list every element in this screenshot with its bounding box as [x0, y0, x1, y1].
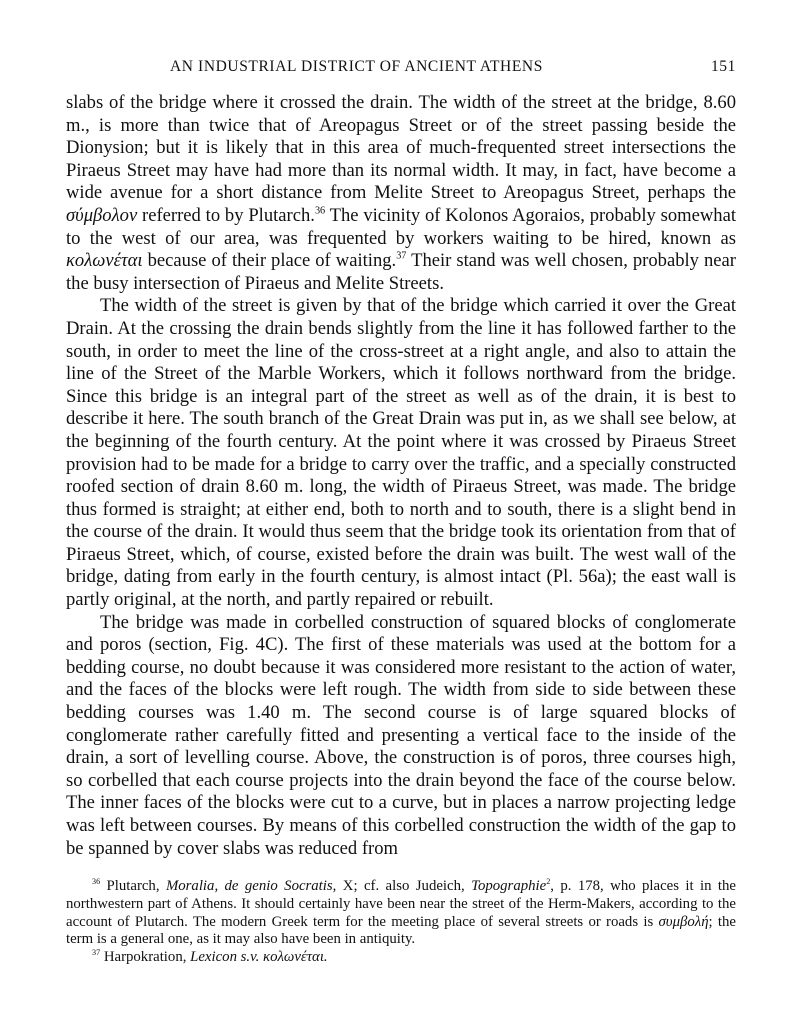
page-number: 151: [710, 58, 736, 75]
text-run: Harpokration,: [100, 949, 191, 966]
greek-term: κολωνέται: [66, 250, 143, 272]
footnote-number: 36: [92, 876, 101, 886]
running-title: AN INDUSTRIAL DISTRICT OF ANCIENT ATHENS: [170, 58, 543, 75]
running-header: [66, 58, 736, 82]
work-title: Moralia, de genio Socratis,: [165, 878, 337, 894]
text-run: The vicinity of Kolonos Agoraios, probably somewhat to the west of our area, was frequented by workers waiting to be hired, known as: [66, 204, 736, 249]
greek-term: κολωνέται.: [263, 949, 328, 966]
text-run: Plutarch,: [100, 878, 166, 894]
text-run: ; the term is a general one, as it may also have been in antiquity.: [66, 913, 736, 948]
paragraph-1: [66, 92, 736, 295]
text-run: X; cf. also Judeich,: [336, 878, 472, 894]
edition-superscript: 2: [546, 876, 551, 886]
footnote-ref-37[interactable]: 37: [396, 250, 407, 262]
text-run: slabs of the bridge where it crossed the drain. The width of the street at the bridge, 8.60 m., is more than twice that of Areopagus Street or of the street passing beside the Dionysion; but it is likely that in this area of much-frequented street intersections the Piraeus Street may have had more than its normal width. It may, in fact, have become a wide avenue for a short distance from Melite Street to Areopagus Street, perhaps the: [66, 92, 736, 204]
text-run: because of their place of waiting.: [142, 250, 397, 272]
greek-term: συμβολή: [658, 913, 709, 930]
greek-term: σύμβολον: [66, 204, 138, 226]
work-title: Lexicon s.v.: [190, 949, 260, 966]
work-title: Topographie: [471, 878, 547, 894]
footnote-36: [66, 878, 736, 949]
paragraph-2: The width of the street is given by that of the bridge which carried it over the Great Drain. At the crossing the drain bends slightly from the line it has followed farther to the south, in order to meet the line of the cross-street at a right angle, and also to attain the line of the Street of the Marble Workers, which it follows northward from the bridge. Since this bridge is an integral part of the street as well as of the drain, it is best to describe it here. The south branch of the Great Drain was put in, as we shall see below, at the beginning of the fourth century. At the point where it was crossed by Piraeus Street provision had to be made for a bridge to carry over the traffic, and a specially constructed roofed section of drain 8.60 m. long, the width of Piraeus Street, was made. The bridge thus formed is straight; at either end, both to north and to south, there is a slight bend in the course of the drain. It would thus seem that the bridge took its orientation from that of Piraeus Street, which, of course, existed before the drain was built. The west wall of the bridge, dating from early in the fourth century, is almost intact (Pl. 56a); the east wall is partly original, at the north, and partly repaired or rebuilt.: [66, 295, 736, 611]
paragraph-3: The bridge was made in corbelled construction of squared blocks of conglomerate and poros (section, Fig. 4C). The first of these materials was used at the bottom for a bedding course, no doubt because it was considered more resistant to the action of water, and the faces of the blocks were left rough. The width from side to side between these bedding courses was 1.40 m. The second course is of large squared blocks of conglomerate rather carefully fitted and presenting a vertical face to the inside of the drain, a sort of levelling course. Above, the construction is of poros, three courses high, so corbelled that each course projects into the drain beyond the face of the course below. The inner faces of the blocks were cut to a curve, but in places a narrow projecting ledge was left between courses. By means of this corbelled construction the width of the gap to be spanned by cover slabs was reduced from: [66, 611, 736, 859]
footnotes: [66, 878, 736, 967]
footnote-ref-36[interactable]: 36: [314, 205, 326, 217]
footnote-37: [66, 949, 736, 967]
text-run: , p. 178, who places it in the northwestern part of Athens. It should certainly have been near the street of the Herm-Makers, according to the account of Plutarch. The modern Greek term for the meeting place of several streets or roads is: [66, 878, 736, 930]
text-run: referred to by Plutarch.: [137, 204, 315, 226]
body-text: [66, 92, 736, 860]
text-run: Their stand was well chosen, probably near the busy intersection of Piraeus and Melite Streets.: [66, 250, 736, 294]
footnote-number: 37: [92, 948, 101, 958]
